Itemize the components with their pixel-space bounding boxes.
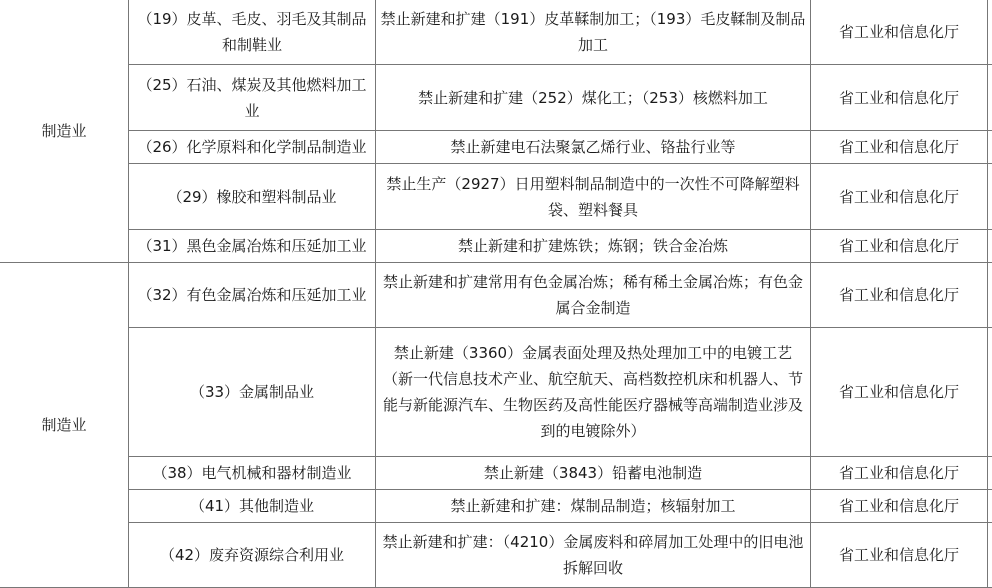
measure-cell: 禁止新建（3360）金属表面处理及热处理加工中的电镀工艺（新一代信息技术产业、航空航天、高档数控机床和机器人、节能与新能源汽车、生物医药及高性能医疗器械等高端制造业涉及到的电镀除外） (382, 344, 803, 440)
measure-cell: 禁止生产（2927）日用塑料制品制造中的一次性不可降解塑料袋、塑料餐具 (386, 174, 800, 219)
measure-cell: 禁止新建和扩建炼铁；炼钢；铁合金冶炼 (457, 237, 728, 255)
measure-cell: 禁止新建和扩建（191）皮革鞣制加工；（193）毛皮鞣制及制品加工 (380, 10, 806, 54)
dept-cell: 省工业和信息化厅 (838, 464, 959, 482)
dept-cell: 省工业和信息化厅 (838, 497, 959, 515)
dept-cell: 省工业和信息化厅 (838, 383, 959, 401)
dept-cell: 省工业和信息化厅 (838, 546, 959, 564)
measure-cell: 禁止新建和扩建：（4210）金属废料和碎屑加工处理中的旧电池拆解回收 (382, 533, 804, 577)
dept-cell: 省工业和信息化厅 (838, 88, 959, 107)
category-cell: （29）橡胶和塑料制品业 (167, 187, 337, 206)
dept-cell: 省工业和信息化厅 (838, 187, 959, 206)
category-cell: （31）黑色金属冶炼和压延加工业 (137, 237, 367, 255)
category-cell: （42）废弃资源综合利用业 (159, 546, 345, 564)
category-cell: （41）其他制造业 (189, 497, 315, 515)
category-cell: （26）化学原料和化学制品制造业 (137, 138, 367, 156)
measure-cell: 禁止新建和扩建：煤制品制造；核辐射加工 (450, 497, 736, 515)
category-cell: （25）石油、煤炭及其他燃料加工业 (137, 75, 367, 120)
dept-cell: 省工业和信息化厅 (838, 138, 959, 156)
group-cell: 制造业 (41, 122, 87, 140)
category-cell: （33）金属制品业 (189, 383, 315, 401)
right-border (987, 0, 988, 588)
measure-cell: 禁止新建（3843）铅蓄电池制造 (483, 464, 703, 482)
measure-cell: 禁止新建电石法聚氯乙烯行业、铬盐行业等 (450, 138, 736, 156)
dept-cell: 省工业和信息化厅 (838, 286, 959, 304)
dept-cell: 省工业和信息化厅 (838, 23, 959, 41)
category-cell: （38）电气机械和器材制造业 (152, 464, 352, 482)
measure-cell: 禁止新建和扩建常用有色金属冶炼；稀有稀土金属冶炼；有色金属合金制造 (382, 273, 803, 317)
category-cell: （19）皮革、毛皮、羽毛及其制品和制鞋业 (137, 10, 367, 54)
measure-cell: 禁止新建和扩建（252）煤化工；（253）核燃料加工 (418, 88, 768, 107)
group-cell: 制造业 (41, 416, 87, 434)
category-cell: （32）有色金属冶炼和压延加工业 (137, 286, 367, 304)
dept-cell: 省工业和信息化厅 (838, 237, 959, 255)
